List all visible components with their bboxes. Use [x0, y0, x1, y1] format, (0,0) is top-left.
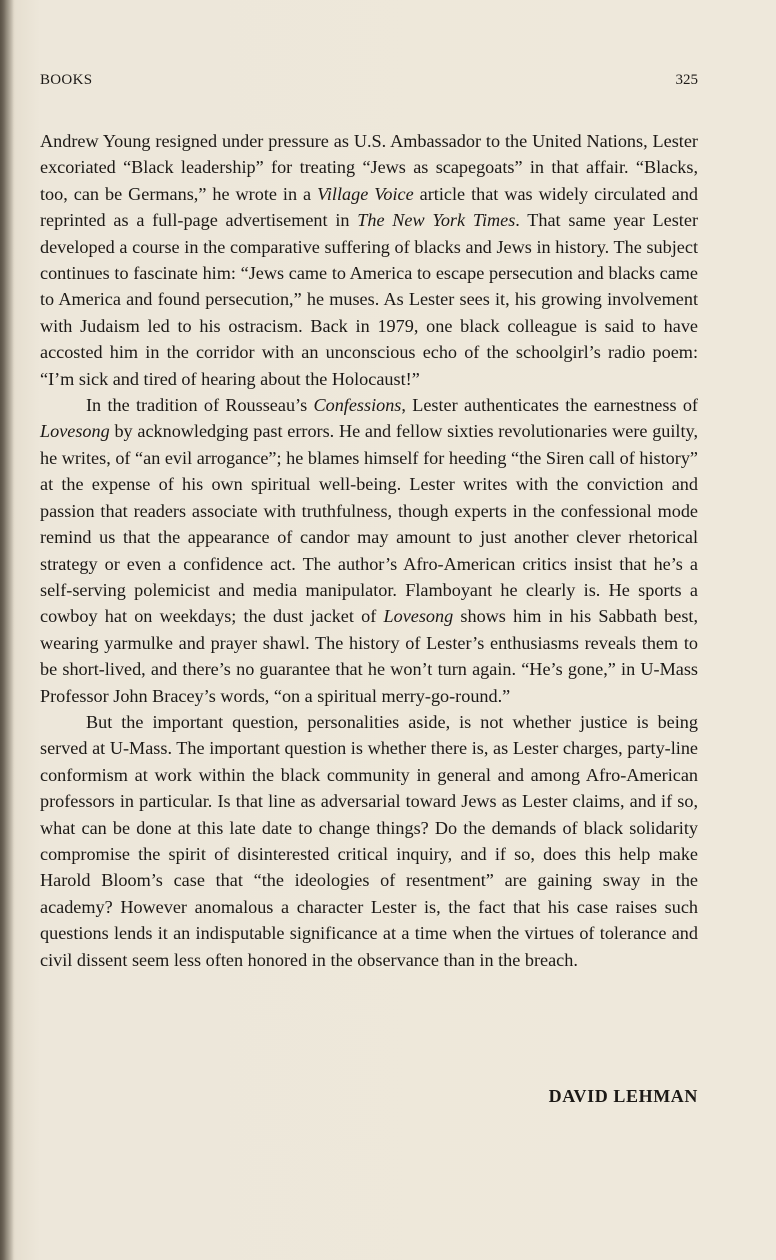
text-run: article that was widely circulated and reprinted as a full-page advertisement in [40, 183, 699, 231]
italic-title: Confessions [313, 395, 402, 416]
page-number: 325 [675, 72, 698, 88]
italic-title: The New York Times [357, 210, 516, 231]
paragraph-2 [40, 392, 698, 709]
text-run: But the important question, personalities aside, is not whether justice is being served at U-Mass. The important question is whether there is, as Lester charges, party-line conformism at work within the black community in general and among Afro-American professors in particular. Is that line as adversarial toward Jews as Lester claims, and if so, what can be done at this late date to change things? Do the demands of black solidarity compromise the spirit of disinterested critical inquiry, and if so, does this help make Harold Bloom’s case that “the ideologies of resentment” are gaining sway in the academy? However anomalous a character Lester is, the fact that his case raises such questions lends it an indisputable significance at a time when the virtues of tolerance and civil dissent seem less often honored in the observance than in the breach. [40, 711, 698, 970]
text-run: . That same year Lester developed a course in the comparative suffering of blacks and Jews in history. The subject continues to fascinate him: “Jews came to America to escape persecution and blacks came to America and found persecution,” he muses. As Lester sees it, his growing involvement with Judaism led to his ostracism. Back in 1979, one black colleague is said to have accosted him in the corridor with an unconscious echo of the schoolgirl’s radio poem: “I’m sick and tired of hearing about the Holocaust!” [40, 210, 698, 389]
paragraph-3 [40, 709, 698, 973]
text-run: , Lester authenticates the earnestness of [401, 395, 698, 416]
italic-title: Lovesong [383, 606, 454, 627]
article-body [40, 128, 698, 973]
italic-title: Village Voice [317, 183, 414, 204]
paragraph-1 [40, 128, 698, 392]
text-run: by acknowledging past errors. He and fellow sixties revolutionaries were guilty, he writes, of “an evil arrogance”; he blames himself for heeding “the Siren call of history” at the expense of his own spiritual well-being. Lester writes with the conviction and passion that readers associate with truthfulness, though experts in the confessional mode remind us that the appearance of candor may amount to just another clever rhetorical strategy or even a confidence act. The author’s Afro-American critics insist that he’s a self-serving polemicist and media manipulator. Flamboyant he clearly is. He sports a cowboy hat on weekdays; the dust jacket of [40, 421, 698, 627]
text-run: shows him in his Sabbath best, wearing yarmulke and prayer shawl. The history of Lester’s enthusiasms reveals them to be short-lived, and there’s no guarantee that he won’t turn again. “He’s gone,” in U-Mass Professor John Bracey’s words, “on a spiritual merry-go-round.” [40, 606, 698, 706]
author-byline: DAVID LEHMAN [548, 1086, 698, 1106]
italic-title: Lovesong [40, 421, 110, 442]
text-run: Andrew Young resigned under pressure as U.S. Ambassador to the United Nations, Lester excoriated “Black leadership” for treating “Jews as scapegoats” in that affair. “Blacks, too, can be Germans,” he wrote in a [40, 131, 698, 204]
running-head: BOOKS [40, 72, 93, 88]
page-header [40, 72, 698, 94]
gutter-shadow [0, 0, 14, 1260]
text-run: In the tradition of Rousseau’s [86, 395, 314, 416]
